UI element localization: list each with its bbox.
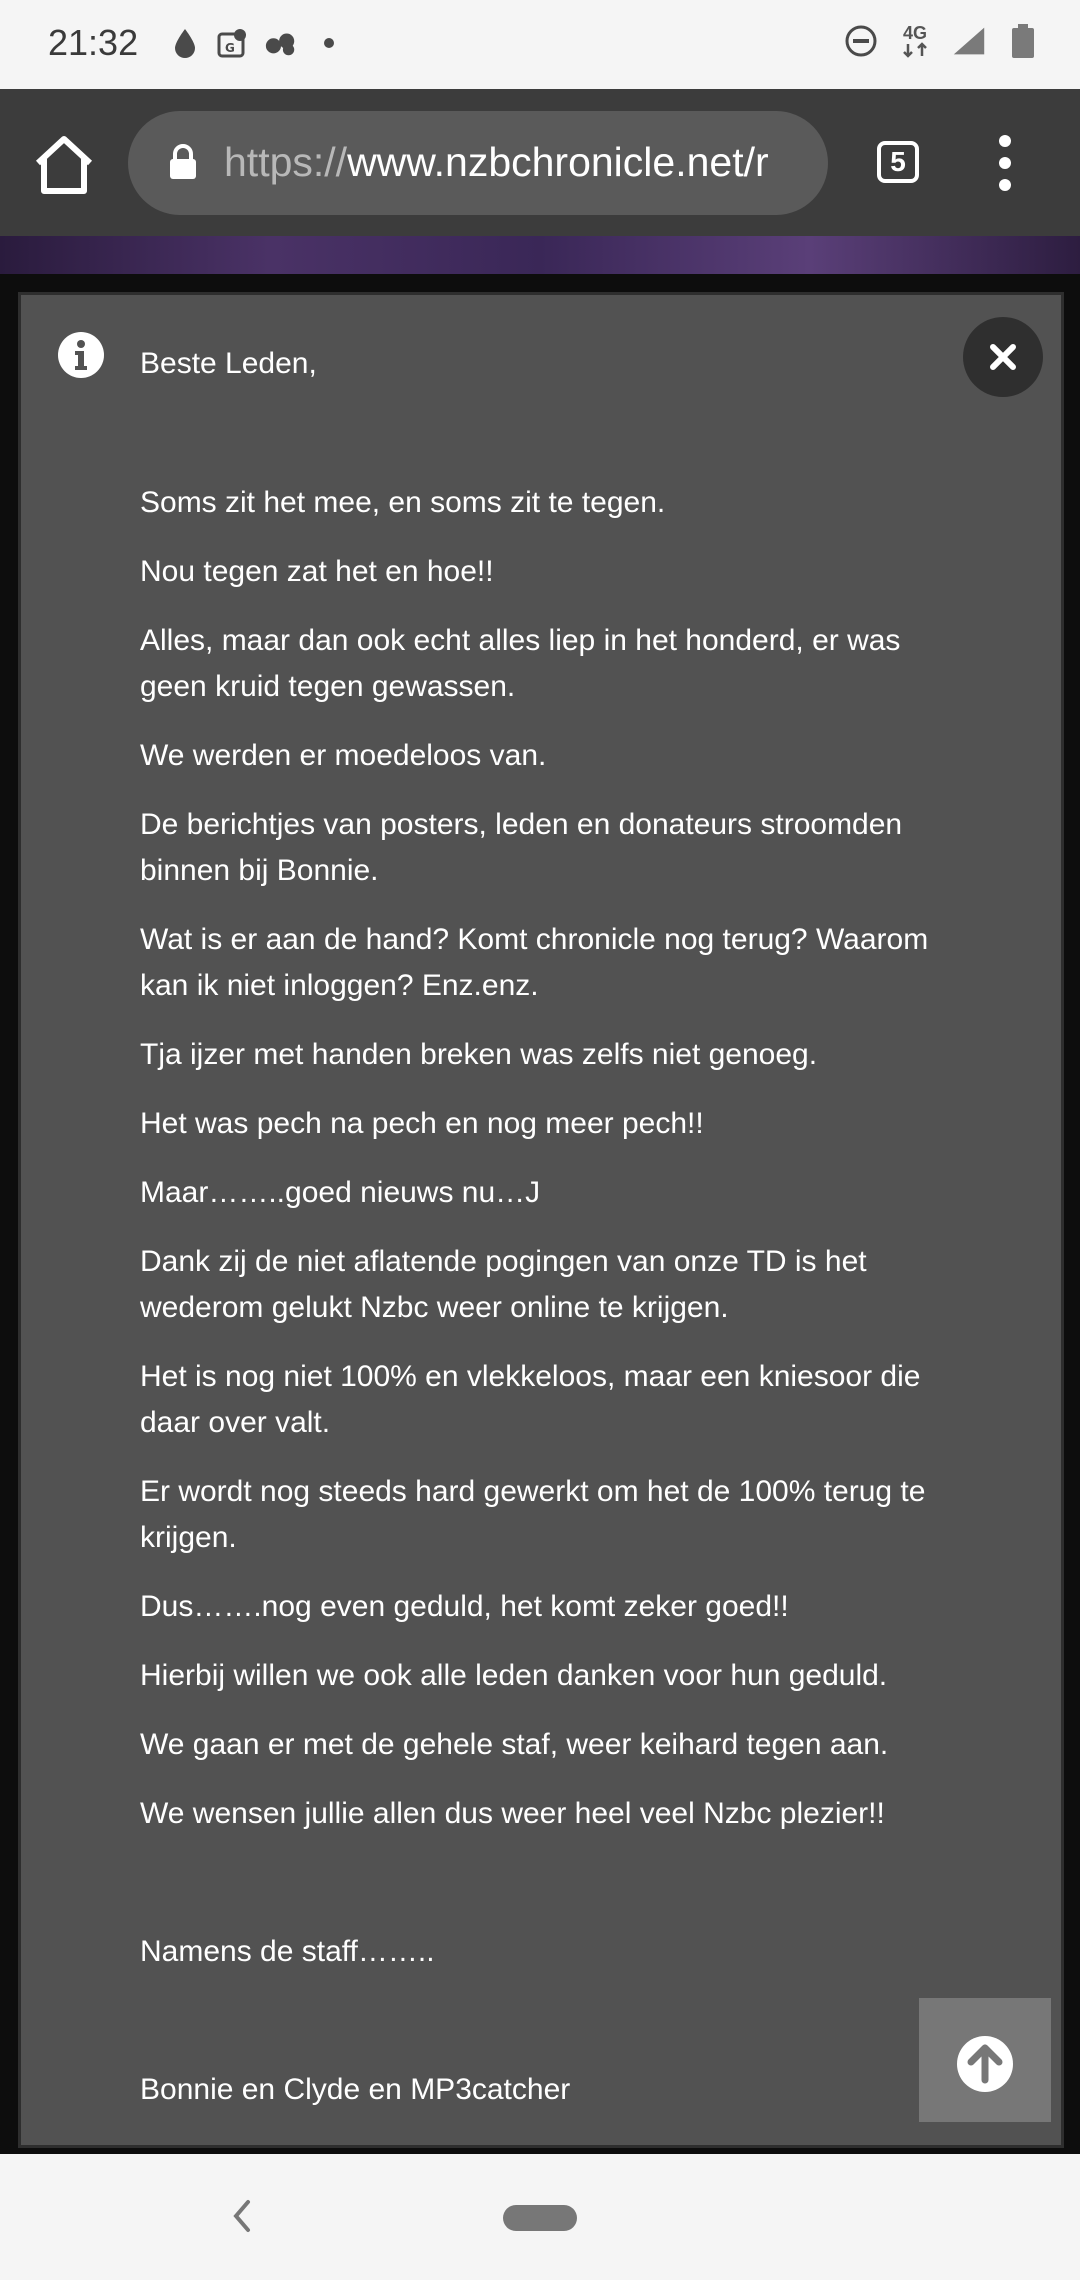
water-drop-icon (168, 26, 202, 60)
notice-paragraph: Er wordt nog steeds hard gewerkt om het de 100% terug te krijgen. (140, 1475, 926, 1554)
people-icon (264, 26, 298, 60)
notice-paragraph: Het was pech na pech en nog meer pech!! (140, 1107, 704, 1140)
do-not-disturb-icon (844, 24, 878, 58)
status-time: 21:32 (48, 22, 139, 63)
browser-toolbar (0, 89, 1080, 236)
network-4g-icon (898, 24, 932, 58)
close-button[interactable] (963, 317, 1043, 397)
notice-signature: Bonnie en Clyde en MP3catcher (140, 2073, 571, 2106)
lock-icon (168, 143, 198, 181)
notice-paragraph: Dank zij de niet aflatende pogingen van onze TD is het wederom gelukt Nzbc weer online te krijgen. (140, 1245, 867, 1324)
back-button[interactable] (226, 2196, 256, 2236)
map-photo-icon (216, 26, 250, 60)
notice-paragraph: Nou tegen zat het en hoe!! (140, 555, 494, 588)
notice-signoff: Namens de staff…….. (140, 1935, 435, 1968)
status-icons-right (844, 24, 1040, 58)
notice-greeting: Beste Leden, (140, 347, 317, 380)
page-header-banner (0, 236, 1080, 274)
close-icon (963, 317, 1043, 397)
home-pill-button[interactable] (503, 2205, 577, 2231)
svg-text:G: G (225, 41, 235, 55)
notice-paragraph: Dus…….nog even geduld, het komt zeker goed!! (140, 1590, 789, 1623)
notice-paragraph: We gaan er met de gehele staf, weer keihard tegen aan. (140, 1728, 889, 1761)
home-icon (30, 133, 98, 197)
notice-paragraph: Het is nog niet 100% en vlekkeloos, maar een kniesoor die daar over valt. (140, 1360, 921, 1439)
dot-icon (312, 26, 346, 60)
more-vert-icon (990, 133, 1020, 193)
url-text (224, 139, 814, 186)
notice-paragraph: De berichtjes van posters, leden en donateurs stroomden binnen bij Bonnie. (140, 808, 903, 887)
arrow-up-circle-icon (919, 1998, 1051, 2122)
notice-body (140, 341, 970, 2136)
url-host: www.nzbchronicle.net/r (347, 139, 769, 185)
notice-paragraph: Alles, maar dan ook echt alles liep in het honderd, er was geen kruid tegen gewassen. (140, 624, 901, 703)
battery-icon (1006, 24, 1040, 58)
notice-paragraph: Soms zit het mee, en soms zit te tegen. (140, 486, 666, 519)
notice-paragraph: Maar……..goed nieuws nu…J (140, 1176, 541, 1209)
notice-paragraph: Tja ijzer met handen breken was zelfs niet genoeg. (140, 1038, 818, 1071)
notice-panel (18, 292, 1064, 2148)
overflow-menu-button[interactable] (990, 133, 1020, 193)
notice-paragraph: We werden er moedeloos van. (140, 739, 547, 772)
status-bar (0, 0, 1080, 89)
notice-paragraph: Wat is er aan de hand? Komt chronicle nog terug? Waarom kan ik niet inloggen? Enz.enz. (140, 923, 929, 1002)
info-icon (57, 331, 105, 379)
system-nav-bar (0, 2154, 1080, 2280)
notice-paragraph: We wensen jullie allen dus weer heel veel Nzbc plezier!! (140, 1797, 885, 1830)
tab-switcher-button[interactable]: 5 (877, 141, 919, 183)
notice-paragraph: Hierbij willen we ook alle leden danken voor hun geduld. (140, 1659, 888, 1692)
network-label: 4G (902, 23, 927, 43)
signal-icon (952, 24, 986, 58)
scroll-to-top-button[interactable] (919, 1998, 1051, 2122)
home-button[interactable] (30, 133, 98, 197)
url-bar[interactable] (128, 111, 828, 215)
status-icons-left (168, 26, 346, 60)
url-scheme: https:// (224, 139, 348, 185)
chevron-left-icon (226, 2196, 256, 2236)
